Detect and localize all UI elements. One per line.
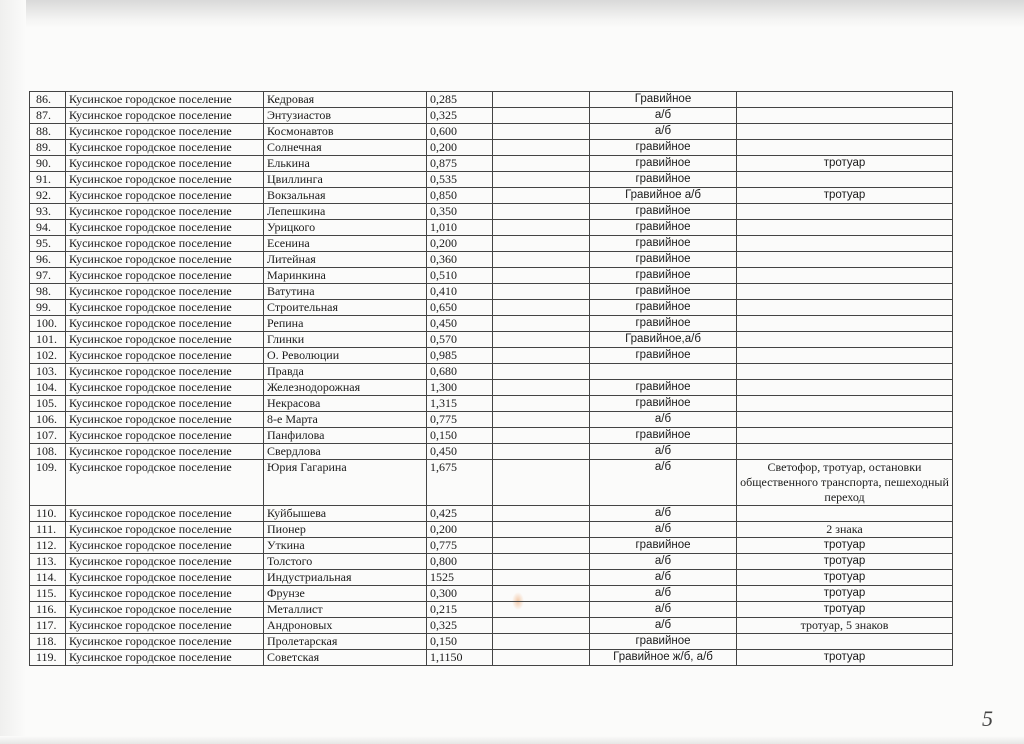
surface-cell: гравийное xyxy=(590,428,737,444)
length-cell: 1,300 xyxy=(427,380,493,396)
settlement-cell: Кусинское городское поселение xyxy=(66,570,264,586)
street-cell: 8-е Марта xyxy=(264,412,427,428)
surface-cell: гравийное xyxy=(590,172,737,188)
street-cell: Литейная xyxy=(264,252,427,268)
street-cell: Репина xyxy=(264,316,427,332)
table-row xyxy=(30,538,953,554)
street-cell: Есенина xyxy=(264,236,427,252)
settlement-cell: Кусинское городское поселение xyxy=(66,156,264,172)
surface-cell: гравийное xyxy=(590,236,737,252)
length-cell: 1525 xyxy=(427,570,493,586)
surface-cell: а/б xyxy=(590,602,737,618)
empty-cell xyxy=(493,460,590,506)
length-cell: 0,325 xyxy=(427,618,493,634)
surface-cell: а/б xyxy=(590,554,737,570)
empty-cell xyxy=(493,538,590,554)
surface-cell: гравийное xyxy=(590,284,737,300)
row-number: 113. xyxy=(30,554,66,570)
empty-cell xyxy=(493,156,590,172)
street-cell: Маринкина xyxy=(264,268,427,284)
length-cell: 0,650 xyxy=(427,300,493,316)
surface-cell: а/б xyxy=(590,124,737,140)
roads-table xyxy=(29,91,953,666)
street-cell: Лепешкина xyxy=(264,204,427,220)
length-cell: 0,985 xyxy=(427,348,493,364)
table-row xyxy=(30,236,953,252)
settlement-cell: Кусинское городское поселение xyxy=(66,284,264,300)
surface-cell: Гравийное xyxy=(590,92,737,108)
empty-cell xyxy=(493,570,590,586)
settlement-cell: Кусинское городское поселение xyxy=(66,236,264,252)
settlement-cell: Кусинское городское поселение xyxy=(66,522,264,538)
row-number: 96. xyxy=(30,252,66,268)
note-cell xyxy=(737,108,953,124)
street-cell: Юрия Гагарина xyxy=(264,460,427,506)
settlement-cell: Кусинское городское поселение xyxy=(66,650,264,666)
street-cell: Некрасова xyxy=(264,396,427,412)
surface-cell: Гравийное а/б xyxy=(590,188,737,204)
table-row xyxy=(30,316,953,332)
surface-cell: гравийное xyxy=(590,634,737,650)
table-row xyxy=(30,618,953,634)
row-number: 104. xyxy=(30,380,66,396)
empty-cell xyxy=(493,650,590,666)
surface-cell: а/б xyxy=(590,460,737,506)
length-cell: 0,150 xyxy=(427,634,493,650)
note-cell xyxy=(737,252,953,268)
length-cell: 0,535 xyxy=(427,172,493,188)
street-cell: Свердлова xyxy=(264,444,427,460)
street-cell: Уткина xyxy=(264,538,427,554)
row-number: 88. xyxy=(30,124,66,140)
row-number: 101. xyxy=(30,332,66,348)
table-row xyxy=(30,156,953,172)
settlement-cell: Кусинское городское поселение xyxy=(66,428,264,444)
length-cell: 0,200 xyxy=(427,522,493,538)
length-cell: 0,150 xyxy=(427,428,493,444)
settlement-cell: Кусинское городское поселение xyxy=(66,460,264,506)
surface-cell: а/б xyxy=(590,108,737,124)
empty-cell xyxy=(493,364,590,380)
surface-cell: а/б xyxy=(590,618,737,634)
note-cell: тротуар xyxy=(737,188,953,204)
note-cell: тротуар xyxy=(737,554,953,570)
street-cell: Андроновых xyxy=(264,618,427,634)
street-cell: Цвиллинга xyxy=(264,172,427,188)
note-cell xyxy=(737,348,953,364)
empty-cell xyxy=(493,172,590,188)
settlement-cell: Кусинское городское поселение xyxy=(66,316,264,332)
table-row xyxy=(30,300,953,316)
settlement-cell: Кусинское городское поселение xyxy=(66,380,264,396)
row-number: 106. xyxy=(30,412,66,428)
scan-left-edge xyxy=(0,0,26,744)
settlement-cell: Кусинское городское поселение xyxy=(66,92,264,108)
street-cell: Индустриальная xyxy=(264,570,427,586)
length-cell: 0,215 xyxy=(427,602,493,618)
street-cell: Вокзальная xyxy=(264,188,427,204)
row-number: 110. xyxy=(30,506,66,522)
surface-cell: а/б xyxy=(590,522,737,538)
row-number: 105. xyxy=(30,396,66,412)
row-number: 91. xyxy=(30,172,66,188)
note-cell: тротуар xyxy=(737,586,953,602)
table-row xyxy=(30,428,953,444)
note-cell xyxy=(737,124,953,140)
row-number: 102. xyxy=(30,348,66,364)
street-cell: Ватутина xyxy=(264,284,427,300)
table-row xyxy=(30,412,953,428)
row-number: 92. xyxy=(30,188,66,204)
table-row xyxy=(30,602,953,618)
empty-cell xyxy=(493,252,590,268)
row-number: 119. xyxy=(30,650,66,666)
settlement-cell: Кусинское городское поселение xyxy=(66,554,264,570)
empty-cell xyxy=(493,396,590,412)
row-number: 114. xyxy=(30,570,66,586)
surface-cell: гравийное xyxy=(590,252,737,268)
length-cell: 1,010 xyxy=(427,220,493,236)
table-row xyxy=(30,586,953,602)
empty-cell xyxy=(493,140,590,156)
length-cell: 0,775 xyxy=(427,538,493,554)
length-cell: 0,200 xyxy=(427,140,493,156)
settlement-cell: Кусинское городское поселение xyxy=(66,204,264,220)
street-cell: Солнечная xyxy=(264,140,427,156)
table-row xyxy=(30,460,953,506)
length-cell: 1,675 xyxy=(427,460,493,506)
empty-cell xyxy=(493,554,590,570)
settlement-cell: Кусинское городское поселение xyxy=(66,618,264,634)
table-body xyxy=(30,92,953,666)
note-cell: тротуар xyxy=(737,570,953,586)
empty-cell xyxy=(493,412,590,428)
table-row xyxy=(30,364,953,380)
note-cell: 2 знака xyxy=(737,522,953,538)
row-number: 117. xyxy=(30,618,66,634)
street-cell: Кедровая xyxy=(264,92,427,108)
settlement-cell: Кусинское городское поселение xyxy=(66,268,264,284)
table-row xyxy=(30,396,953,412)
length-cell: 1,315 xyxy=(427,396,493,412)
page-number: 5 xyxy=(982,706,993,731)
street-cell: Строительная xyxy=(264,300,427,316)
settlement-cell: Кусинское городское поселение xyxy=(66,108,264,124)
settlement-cell: Кусинское городское поселение xyxy=(66,188,264,204)
empty-cell xyxy=(493,428,590,444)
surface-cell: гравийное xyxy=(590,268,737,284)
table-row xyxy=(30,570,953,586)
empty-cell xyxy=(493,634,590,650)
note-cell: тротуар xyxy=(737,538,953,554)
note-cell xyxy=(737,172,953,188)
table-row xyxy=(30,522,953,538)
street-cell: Космонавтов xyxy=(264,124,427,140)
settlement-cell: Кусинское городское поселение xyxy=(66,140,264,156)
empty-cell xyxy=(493,602,590,618)
table-row xyxy=(30,220,953,236)
row-number: 94. xyxy=(30,220,66,236)
street-cell: Пионер xyxy=(264,522,427,538)
length-cell: 0,425 xyxy=(427,506,493,522)
row-number: 93. xyxy=(30,204,66,220)
surface-cell: а/б xyxy=(590,586,737,602)
note-cell xyxy=(737,364,953,380)
surface-cell: гравийное xyxy=(590,204,737,220)
settlement-cell: Кусинское городское поселение xyxy=(66,364,264,380)
settlement-cell: Кусинское городское поселение xyxy=(66,220,264,236)
note-cell: тротуар xyxy=(737,650,953,666)
row-number: 112. xyxy=(30,538,66,554)
note-cell xyxy=(737,506,953,522)
length-cell: 0,410 xyxy=(427,284,493,300)
note-cell xyxy=(737,284,953,300)
table-row xyxy=(30,268,953,284)
surface-cell: а/б xyxy=(590,444,737,460)
surface-cell: гравийное xyxy=(590,220,737,236)
row-number: 107. xyxy=(30,428,66,444)
street-cell: Пролетарская xyxy=(264,634,427,650)
settlement-cell: Кусинское городское поселение xyxy=(66,506,264,522)
length-cell: 0,325 xyxy=(427,108,493,124)
settlement-cell: Кусинское городское поселение xyxy=(66,332,264,348)
note-cell xyxy=(737,316,953,332)
row-number: 111. xyxy=(30,522,66,538)
settlement-cell: Кусинское городское поселение xyxy=(66,634,264,650)
table-row xyxy=(30,554,953,570)
table-row xyxy=(30,650,953,666)
settlement-cell: Кусинское городское поселение xyxy=(66,300,264,316)
table-row xyxy=(30,124,953,140)
note-cell xyxy=(737,444,953,460)
surface-cell xyxy=(590,364,737,380)
surface-cell: гравийное xyxy=(590,300,737,316)
note-cell xyxy=(737,204,953,220)
note-cell xyxy=(737,236,953,252)
row-number: 115. xyxy=(30,586,66,602)
row-number: 86. xyxy=(30,92,66,108)
surface-cell: Гравийное,а/б xyxy=(590,332,737,348)
note-cell xyxy=(737,396,953,412)
row-number: 118. xyxy=(30,634,66,650)
empty-cell xyxy=(493,124,590,140)
scan-top-shade xyxy=(0,0,1024,28)
row-number: 90. xyxy=(30,156,66,172)
table-row xyxy=(30,252,953,268)
length-cell: 0,570 xyxy=(427,332,493,348)
surface-cell: а/б xyxy=(590,506,737,522)
table-row xyxy=(30,140,953,156)
note-cell: Светофор, тротуар, остановки общественного транспорта, пешеходный переход xyxy=(737,460,953,506)
street-cell: О. Революции xyxy=(264,348,427,364)
empty-cell xyxy=(493,204,590,220)
note-cell xyxy=(737,380,953,396)
settlement-cell: Кусинское городское поселение xyxy=(66,586,264,602)
length-cell: 0,800 xyxy=(427,554,493,570)
note-cell xyxy=(737,300,953,316)
street-cell: Толстого xyxy=(264,554,427,570)
length-cell: 1,1150 xyxy=(427,650,493,666)
surface-cell: а/б xyxy=(590,412,737,428)
table-row xyxy=(30,284,953,300)
note-cell xyxy=(737,268,953,284)
table-row xyxy=(30,444,953,460)
row-number: 116. xyxy=(30,602,66,618)
surface-cell: гравийное xyxy=(590,156,737,172)
length-cell: 0,350 xyxy=(427,204,493,220)
settlement-cell: Кусинское городское поселение xyxy=(66,172,264,188)
settlement-cell: Кусинское городское поселение xyxy=(66,252,264,268)
empty-cell xyxy=(493,522,590,538)
empty-cell xyxy=(493,92,590,108)
row-number: 87. xyxy=(30,108,66,124)
note-cell xyxy=(737,92,953,108)
empty-cell xyxy=(493,506,590,522)
row-number: 97. xyxy=(30,268,66,284)
surface-cell: а/б xyxy=(590,570,737,586)
street-cell: Елькина xyxy=(264,156,427,172)
length-cell: 0,875 xyxy=(427,156,493,172)
length-cell: 0,775 xyxy=(427,412,493,428)
table-row xyxy=(30,506,953,522)
table-row xyxy=(30,332,953,348)
street-cell: Урицкого xyxy=(264,220,427,236)
row-number: 100. xyxy=(30,316,66,332)
row-number: 95. xyxy=(30,236,66,252)
surface-cell: Гравийное ж/б, а/б xyxy=(590,650,737,666)
length-cell: 0,450 xyxy=(427,316,493,332)
length-cell: 0,200 xyxy=(427,236,493,252)
surface-cell: гравийное xyxy=(590,538,737,554)
row-number: 108. xyxy=(30,444,66,460)
table-row xyxy=(30,188,953,204)
length-cell: 0,680 xyxy=(427,364,493,380)
row-number: 103. xyxy=(30,364,66,380)
street-cell: Глинки xyxy=(264,332,427,348)
table-row xyxy=(30,348,953,364)
empty-cell xyxy=(493,300,590,316)
street-cell: Правда xyxy=(264,364,427,380)
street-cell: Металлист xyxy=(264,602,427,618)
length-cell: 0,285 xyxy=(427,92,493,108)
empty-cell xyxy=(493,380,590,396)
street-cell: Панфилова xyxy=(264,428,427,444)
street-cell: Советская xyxy=(264,650,427,666)
empty-cell xyxy=(493,220,590,236)
note-cell xyxy=(737,634,953,650)
row-number: 109. xyxy=(30,460,66,506)
empty-cell xyxy=(493,618,590,634)
note-cell xyxy=(737,332,953,348)
length-cell: 0,850 xyxy=(427,188,493,204)
settlement-cell: Кусинское городское поселение xyxy=(66,396,264,412)
settlement-cell: Кусинское городское поселение xyxy=(66,412,264,428)
settlement-cell: Кусинское городское поселение xyxy=(66,124,264,140)
row-number: 98. xyxy=(30,284,66,300)
length-cell: 0,450 xyxy=(427,444,493,460)
settlement-cell: Кусинское городское поселение xyxy=(66,538,264,554)
empty-cell xyxy=(493,316,590,332)
settlement-cell: Кусинское городское поселение xyxy=(66,444,264,460)
empty-cell xyxy=(493,284,590,300)
length-cell: 0,510 xyxy=(427,268,493,284)
street-cell: Фрунзе xyxy=(264,586,427,602)
length-cell: 0,300 xyxy=(427,586,493,602)
note-cell xyxy=(737,140,953,156)
table-row xyxy=(30,92,953,108)
scan-bottom-shade xyxy=(0,736,1024,744)
empty-cell xyxy=(493,108,590,124)
empty-cell xyxy=(493,586,590,602)
note-cell: тротуар, 5 знаков xyxy=(737,618,953,634)
length-cell: 0,360 xyxy=(427,252,493,268)
table-row xyxy=(30,108,953,124)
street-cell: Железнодорожная xyxy=(264,380,427,396)
surface-cell: гравийное xyxy=(590,140,737,156)
empty-cell xyxy=(493,268,590,284)
row-number: 89. xyxy=(30,140,66,156)
settlement-cell: Кусинское городское поселение xyxy=(66,348,264,364)
table-row xyxy=(30,172,953,188)
empty-cell xyxy=(493,444,590,460)
note-cell: тротуар xyxy=(737,156,953,172)
table-row xyxy=(30,204,953,220)
street-cell: Энтузиастов xyxy=(264,108,427,124)
length-cell: 0,600 xyxy=(427,124,493,140)
empty-cell xyxy=(493,332,590,348)
surface-cell: гравийное xyxy=(590,348,737,364)
note-cell xyxy=(737,412,953,428)
note-cell xyxy=(737,220,953,236)
settlement-cell: Кусинское городское поселение xyxy=(66,602,264,618)
empty-cell xyxy=(493,236,590,252)
table-row xyxy=(30,634,953,650)
street-cell: Куйбышева xyxy=(264,506,427,522)
surface-cell: гравийное xyxy=(590,380,737,396)
surface-cell: гравийное xyxy=(590,316,737,332)
surface-cell: гравийное xyxy=(590,396,737,412)
note-cell xyxy=(737,428,953,444)
empty-cell xyxy=(493,188,590,204)
row-number: 99. xyxy=(30,300,66,316)
empty-cell xyxy=(493,348,590,364)
note-cell: тротуар xyxy=(737,602,953,618)
table-row xyxy=(30,380,953,396)
